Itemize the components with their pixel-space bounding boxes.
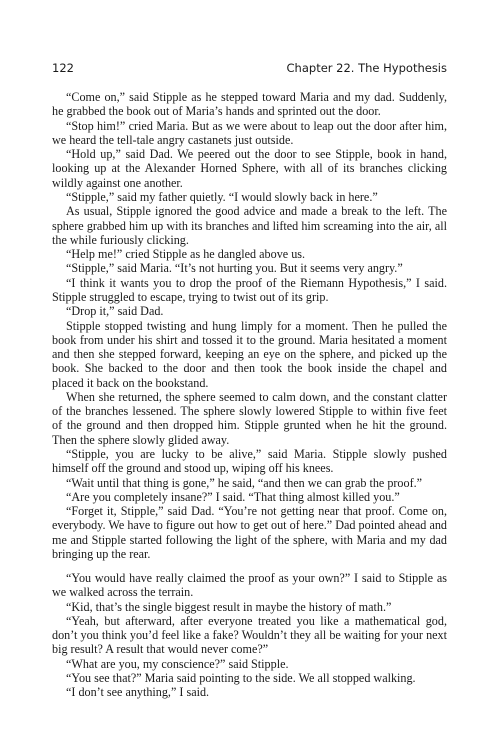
paragraph: “Are you completely insane?” I said. “That thing almost killed you.” xyxy=(66,489,400,504)
paragraph: “I think it wants you to drop the proof of the Riemann Hypothesis,” I said. Stipple struggled to escape, trying to twist out of its grip. xyxy=(52,275,447,304)
chapter-title: Chapter 22. The Hypothesis xyxy=(286,61,447,75)
paragraph: “Yeah, but afterward, after everyone treated you like a mathematical god, don’t you think you’d feel like a fake? Wouldn’t they all be waiting for your next big result? A result that would never come?” xyxy=(52,613,447,657)
running-header xyxy=(52,60,447,76)
paragraph: “You see that?” Maria said pointing to the side. We all stopped walking. xyxy=(66,670,416,685)
paragraph: “Come on,” said Stipple as he stepped toward Maria and my dad. Suddenly, he grabbed the book out of Maria’s hands and sprinted out the door. xyxy=(52,90,447,119)
paragraph: “What are you, my conscience?” said Stipple. xyxy=(66,656,289,671)
paragraph: “Stipple,” said my father quietly. “I would slowly back in here.” xyxy=(66,189,378,204)
paragraph: “Stipple, you are lucky to be alive,” said Maria. Stipple slowly pushed himself off the ground and stood up, wiping off his knees. xyxy=(52,447,447,476)
paragraph: “Drop it,” said Dad. xyxy=(66,304,164,319)
paragraph: “Hold up,” said Dad. We peered out the door to see Stipple, book in hand, looking up at the Alexander Horned Sphere, with all of its branches clicking wildly against one another. xyxy=(52,147,447,190)
paragraph: “Forget it, Stipple,” said Dad. “You’re not getting near that proof. Come on, everybody. We have to figure out how to get out of here.” Dad pointed ahead and me and Stipple started following the light of the sphere, with Maria and my dad bringing up the rear. xyxy=(52,504,447,561)
page-number: 122 xyxy=(52,61,74,75)
paragraph: “You would have really claimed the proof as your own?” I said to Stipple as we walked across the terrain. xyxy=(52,571,447,600)
paragraph: “I don’t see anything,” I said. xyxy=(66,685,210,700)
paragraph: “Stop him!” cried Maria. But as we were about to leap out the door after him, we heard the tell-tale angry castanets just outside. xyxy=(52,118,447,147)
body-text-section-2 xyxy=(52,571,447,700)
paragraph: “Kid, that’s the single biggest result in maybe the history of math.” xyxy=(66,599,392,614)
paragraph: “Help me!” cried Stipple as he dangled above us. xyxy=(66,247,306,262)
paragraph: “Stipple,” said Maria. “It’s not hurting you. But it seems very angry.” xyxy=(66,261,403,276)
paragraph: Stipple stopped twisting and hung limply for a moment. Then he pulled the book from under his shirt and tossed it to the ground. Maria hesitated a moment and then she stepped forward, keeping an eye on the sphere, and picked up the book. She backed to the door and then took the book inside the chapel and placed it back on the bookstand. xyxy=(52,318,447,390)
paragraph: “Wait until that thing is gone,” he said, “and then we can grab the proof.” xyxy=(66,475,423,490)
paragraph: When she returned, the sphere seemed to calm down, and the constant clatter of the branches lessened. The sphere slowly lowered Stipple to within five feet of the ground and then dropped him. Stipple grunted when he hit the ground. Then the sphere slowly glided away. xyxy=(52,389,447,447)
body-text-section-1 xyxy=(52,90,447,561)
paragraph: As usual, Stipple ignored the good advice and made a break to the left. The sphere grabbed him up with its branches and lifted him screaming into the air, all the while furiously clicking. xyxy=(52,204,447,247)
